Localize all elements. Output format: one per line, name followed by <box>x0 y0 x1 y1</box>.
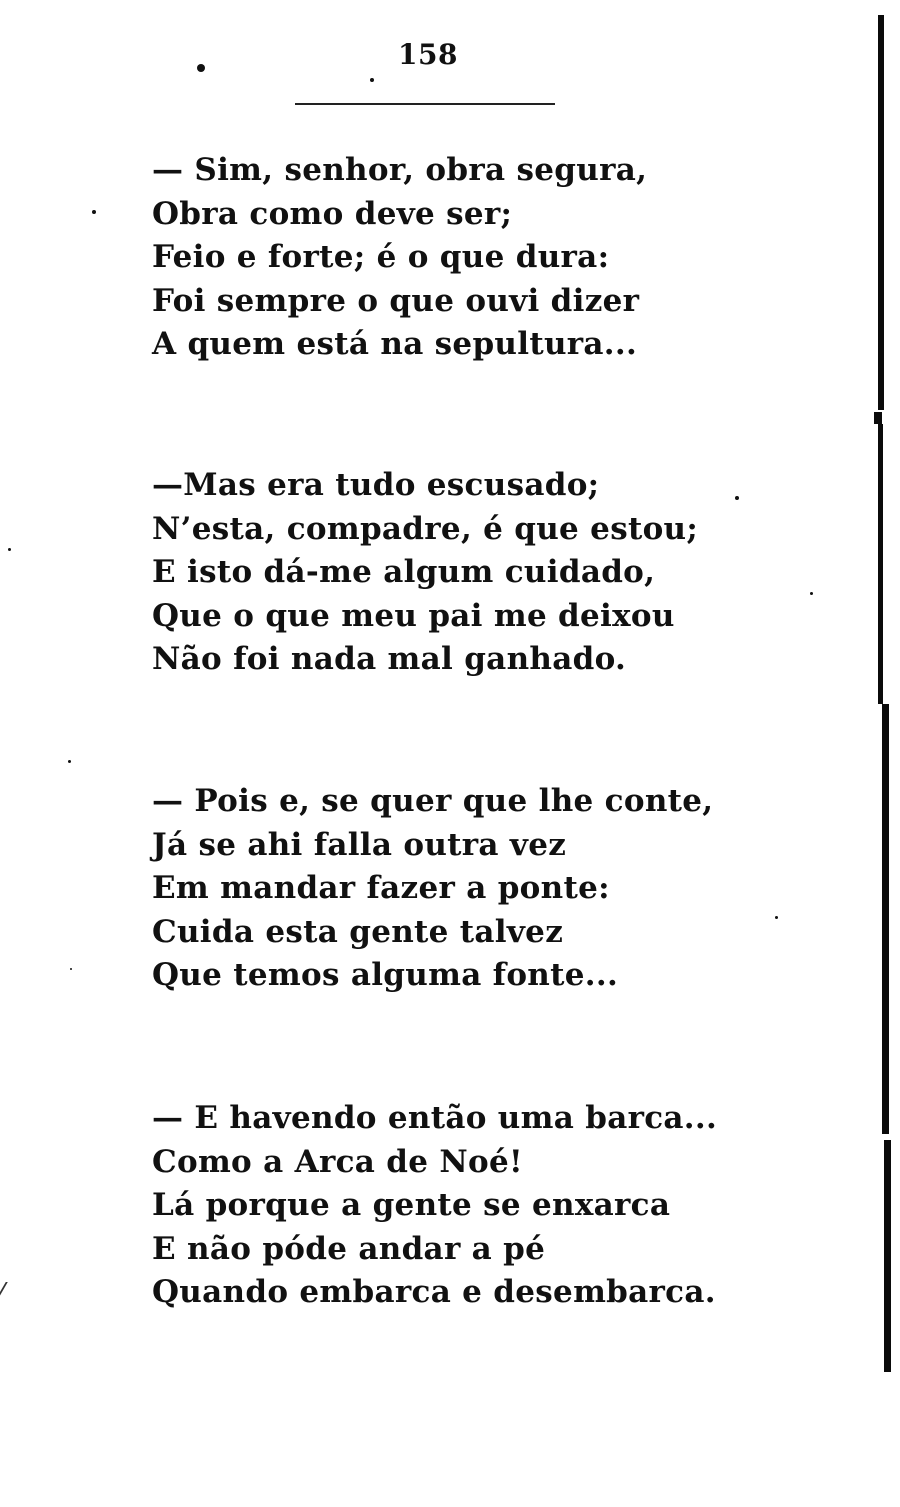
scan-speck <box>370 78 374 82</box>
gutter-shadow <box>884 1140 891 1372</box>
scan-speck <box>70 968 72 970</box>
verse-line: Como a Arca de Noé! <box>152 1143 523 1180</box>
verse-line: N’esta, compadre, é que estou; <box>152 510 699 547</box>
scan-speck <box>92 210 96 214</box>
stanza-1 <box>152 149 647 367</box>
verse-line: Cuida esta gente talvez <box>152 913 564 950</box>
verse-line: E isto dá-me algum cuidado, <box>152 554 656 590</box>
scan-speck <box>197 64 205 72</box>
verse-line: — Sim, senhor, obra segura, <box>152 152 648 188</box>
verse-line: Já se ahi falla outra vez <box>152 826 567 863</box>
verse-line: Lá porque a gente se enxarca <box>152 1187 671 1223</box>
header-rule <box>295 103 555 105</box>
page-number: 158 <box>398 38 458 71</box>
gutter-shadow <box>882 704 889 1134</box>
verse-line: E não póde andar a pé <box>152 1230 546 1267</box>
verse-line: Feio e forte; é o que dura: <box>152 239 610 275</box>
verse-line: Que temos alguma fonte... <box>152 957 619 993</box>
scan-speck <box>810 592 813 595</box>
verse-line: Que o que meu pai me deixou <box>152 597 675 634</box>
verse-line: — Pois e, se quer que lhe conte, <box>152 783 714 819</box>
stanza-2 <box>152 464 698 682</box>
stanza-4 <box>152 1097 717 1315</box>
scan-speck <box>8 548 11 551</box>
verse-line: A quem está na sepultura... <box>152 326 638 362</box>
verse-line: Foi sempre o que ouvi dizer <box>152 282 640 319</box>
scan-speck <box>68 760 71 763</box>
verse-line: — E havendo então uma barca... <box>152 1100 718 1136</box>
gutter-shadow <box>878 424 883 704</box>
edge-mark <box>0 1282 18 1302</box>
scan-speck <box>735 496 739 500</box>
gutter-shadow <box>878 15 884 410</box>
scan-speck <box>775 916 778 919</box>
verse-line: —Mas era tudo escusado; <box>152 467 600 503</box>
verse-line: Não foi nada mal ganhado. <box>152 641 627 677</box>
verse-line: Em mandar fazer a ponte: <box>152 870 610 906</box>
stanza-3 <box>152 780 713 998</box>
verse-line: Quando embarca e desembarca. <box>152 1274 716 1310</box>
verse-line: Obra como deve ser; <box>152 195 513 232</box>
gutter-shadow <box>874 412 882 424</box>
